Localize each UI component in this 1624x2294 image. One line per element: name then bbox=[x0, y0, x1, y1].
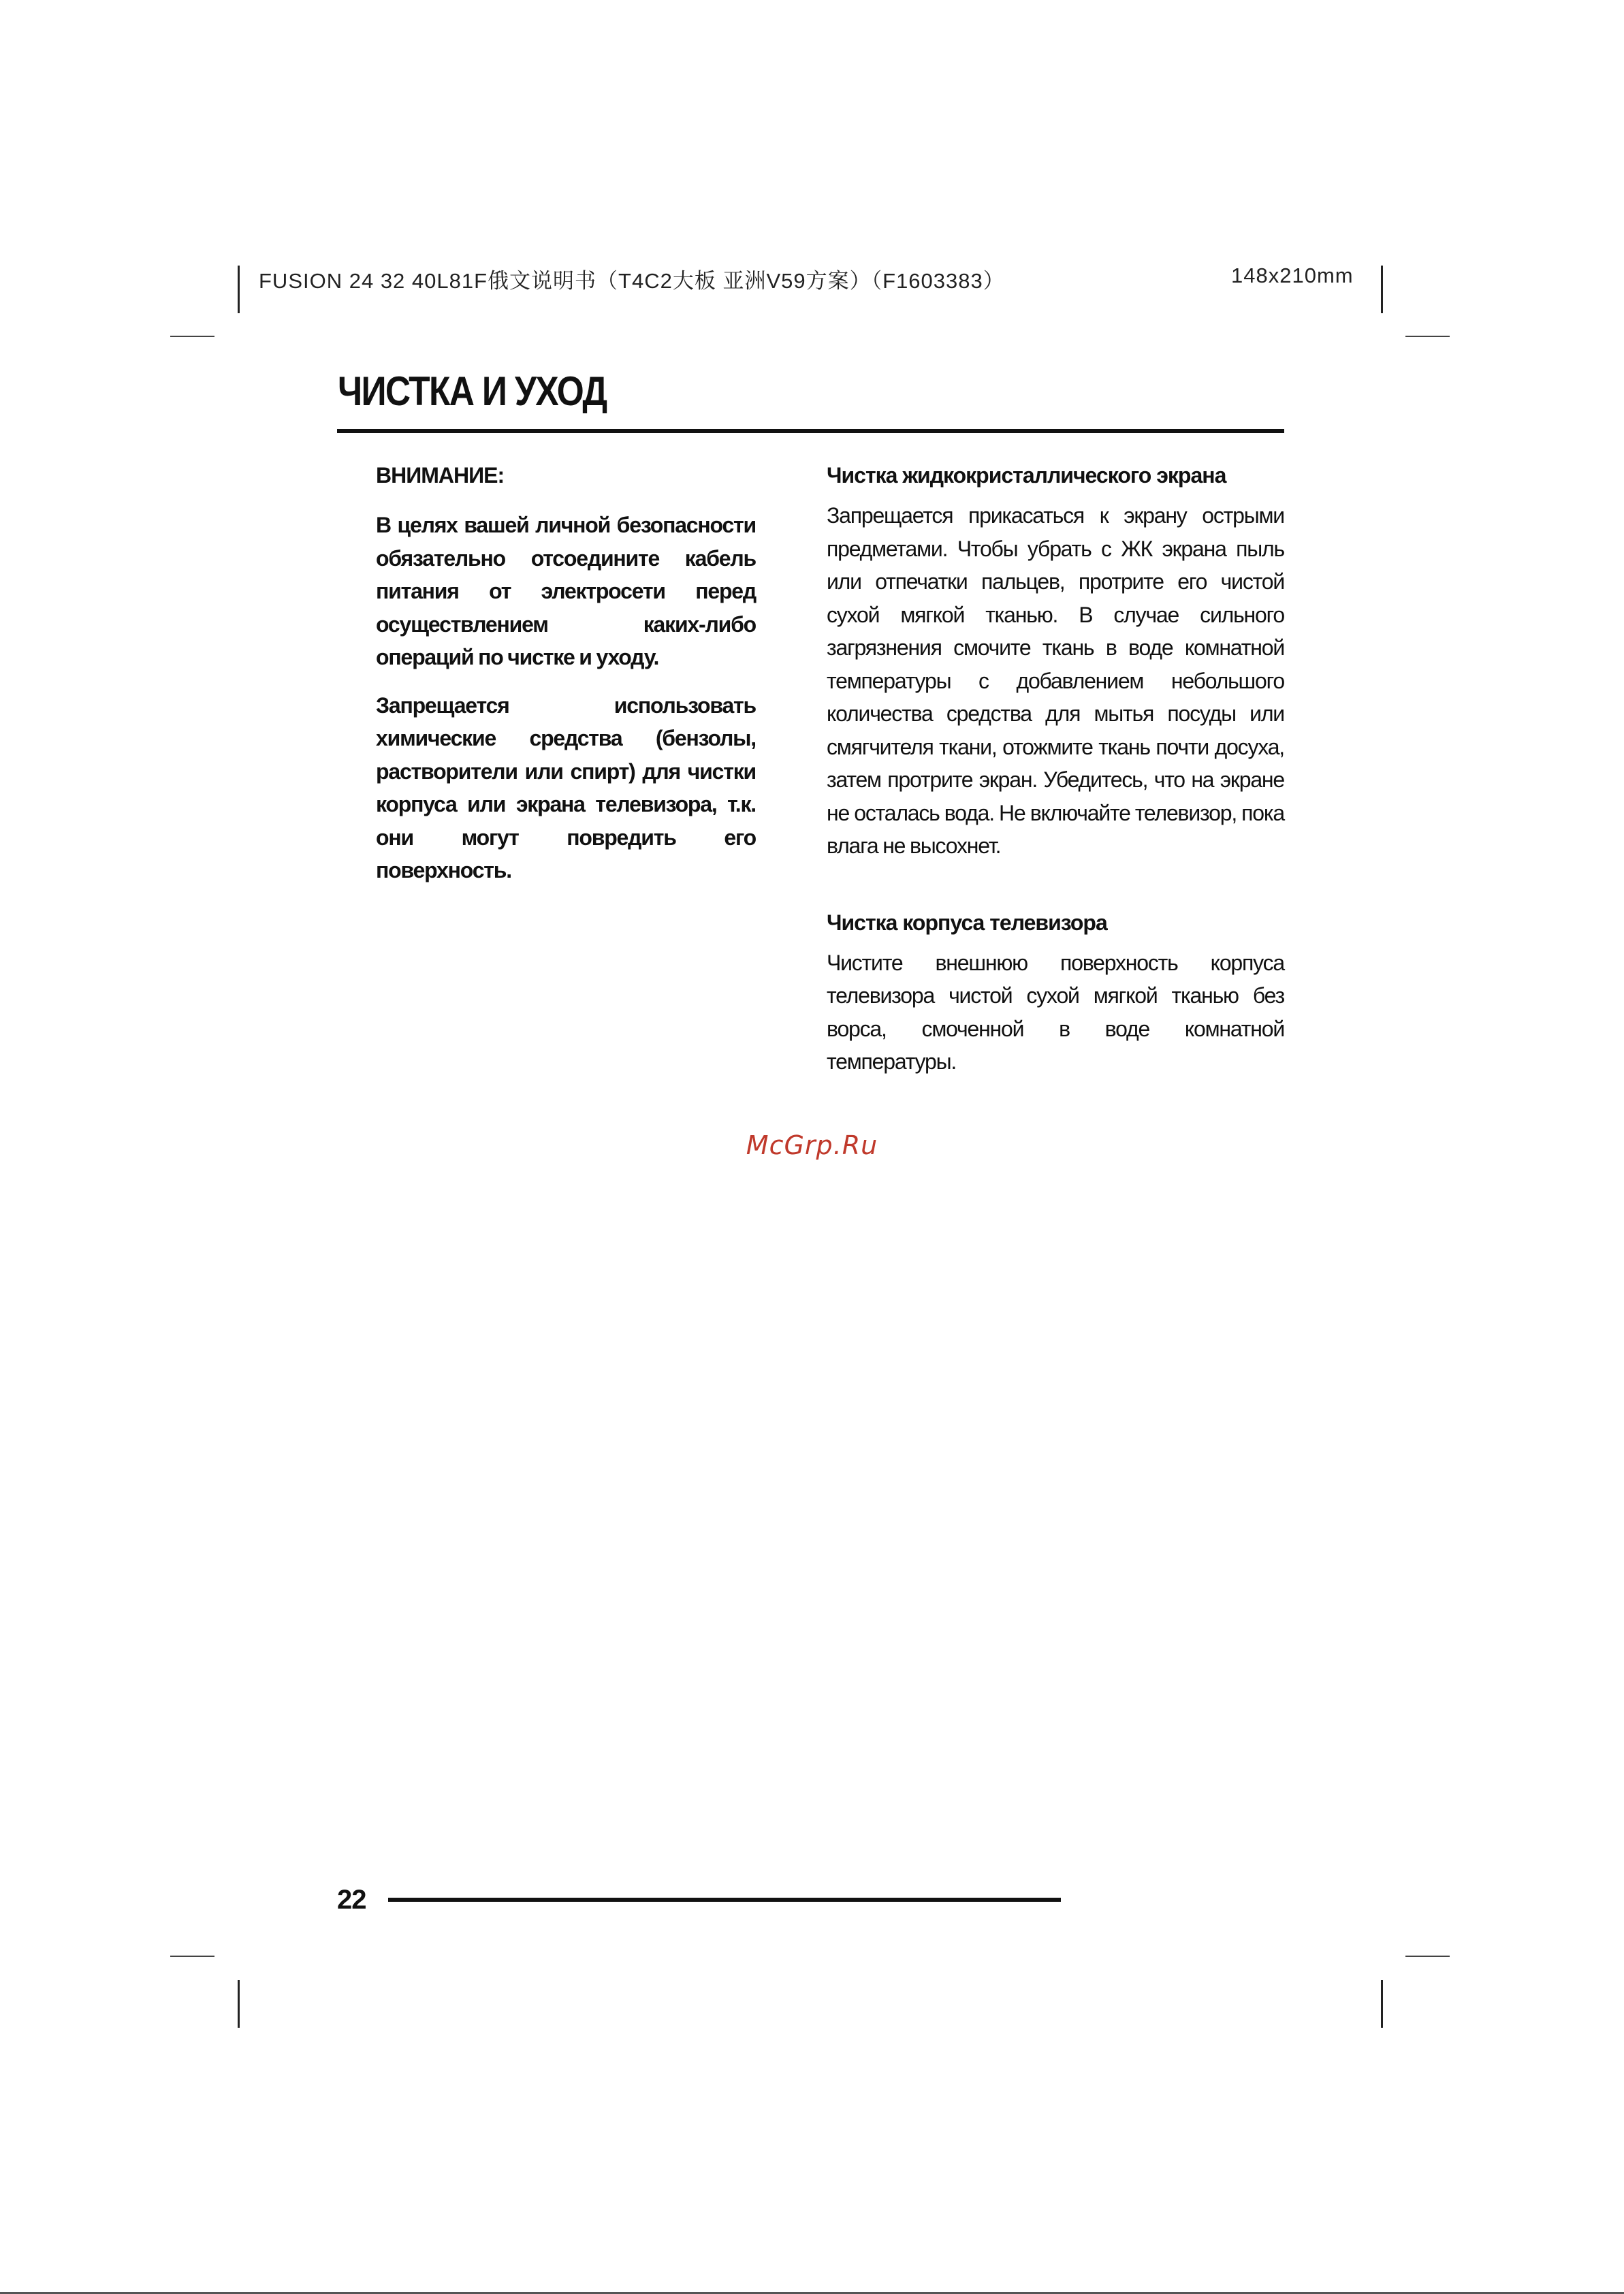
warning-paragraph-2: Запрещается использовать химические средства (бензолы, растворители или спирт) для чистки корпуса или экрана телевизора, т.к. они могут повредить его поверхность. bbox=[376, 692, 756, 882]
footer-rule bbox=[388, 1898, 1061, 1902]
crop-mark-top-left bbox=[238, 266, 240, 313]
page-title: ЧИСТКА И УХОД bbox=[338, 368, 607, 414]
print-header-page-size: 148x210mm bbox=[1231, 264, 1354, 287]
section-heading-case: Чистка корпуса телевизора bbox=[827, 910, 1107, 935]
watermark-text: McGrp.Ru bbox=[746, 1130, 878, 1160]
warning-column bbox=[376, 463, 756, 887]
instructions-column bbox=[827, 463, 1284, 1079]
section-text-screen: Запрещается прикасаться к экрану острыми предметами. Чтобы убрать с ЖК экрана пыль или отпечатки пальцев, протрите его чистой сухой мягкой тканью. В случае сильного загрязнения смочите ткань в воде комнатной температуры с добавлением небольшого количества средства для мытья посуды или смягчителя ткани, отожмите ткань почти досуха, затем протрите экран. Убедитесь, что на экране не осталась вода. Не включайте телевизор, пока влага не высохнет. bbox=[827, 503, 1284, 858]
crop-mark-top-left-h bbox=[170, 336, 214, 337]
crop-mark-bottom-left-h bbox=[170, 1956, 214, 1957]
crop-mark-bottom-left bbox=[238, 1980, 240, 2028]
warning-label: ВНИМАНИЕ: bbox=[376, 463, 505, 488]
crop-mark-top-right-h bbox=[1405, 336, 1450, 337]
warning-paragraph-1: В целях вашей личной безопасности обязательно отсоедините кабель питания от электросети перед осуществлением каких-либо операций по чистке и уходу. bbox=[376, 513, 756, 669]
title-underline bbox=[337, 429, 1284, 433]
crop-mark-top-right bbox=[1381, 266, 1383, 313]
crop-mark-bottom-right bbox=[1381, 1980, 1383, 2028]
section-text-case: Чистите внешнюю поверхность корпуса телевизора чистой сухой мягкой тканью без ворса, смоченной в воде комнатной температуры. bbox=[827, 950, 1284, 1074]
print-header-doc-info: FUSION 24 32 40L81F俄文说明书（T4C2大板 亚洲V59方案）（F1603383） bbox=[259, 269, 1005, 293]
page-number: 22 bbox=[337, 1885, 366, 1915]
section-heading-screen: Чистка жидкокристаллического экрана bbox=[827, 463, 1226, 488]
crop-mark-bottom-right-h bbox=[1405, 1956, 1450, 1957]
